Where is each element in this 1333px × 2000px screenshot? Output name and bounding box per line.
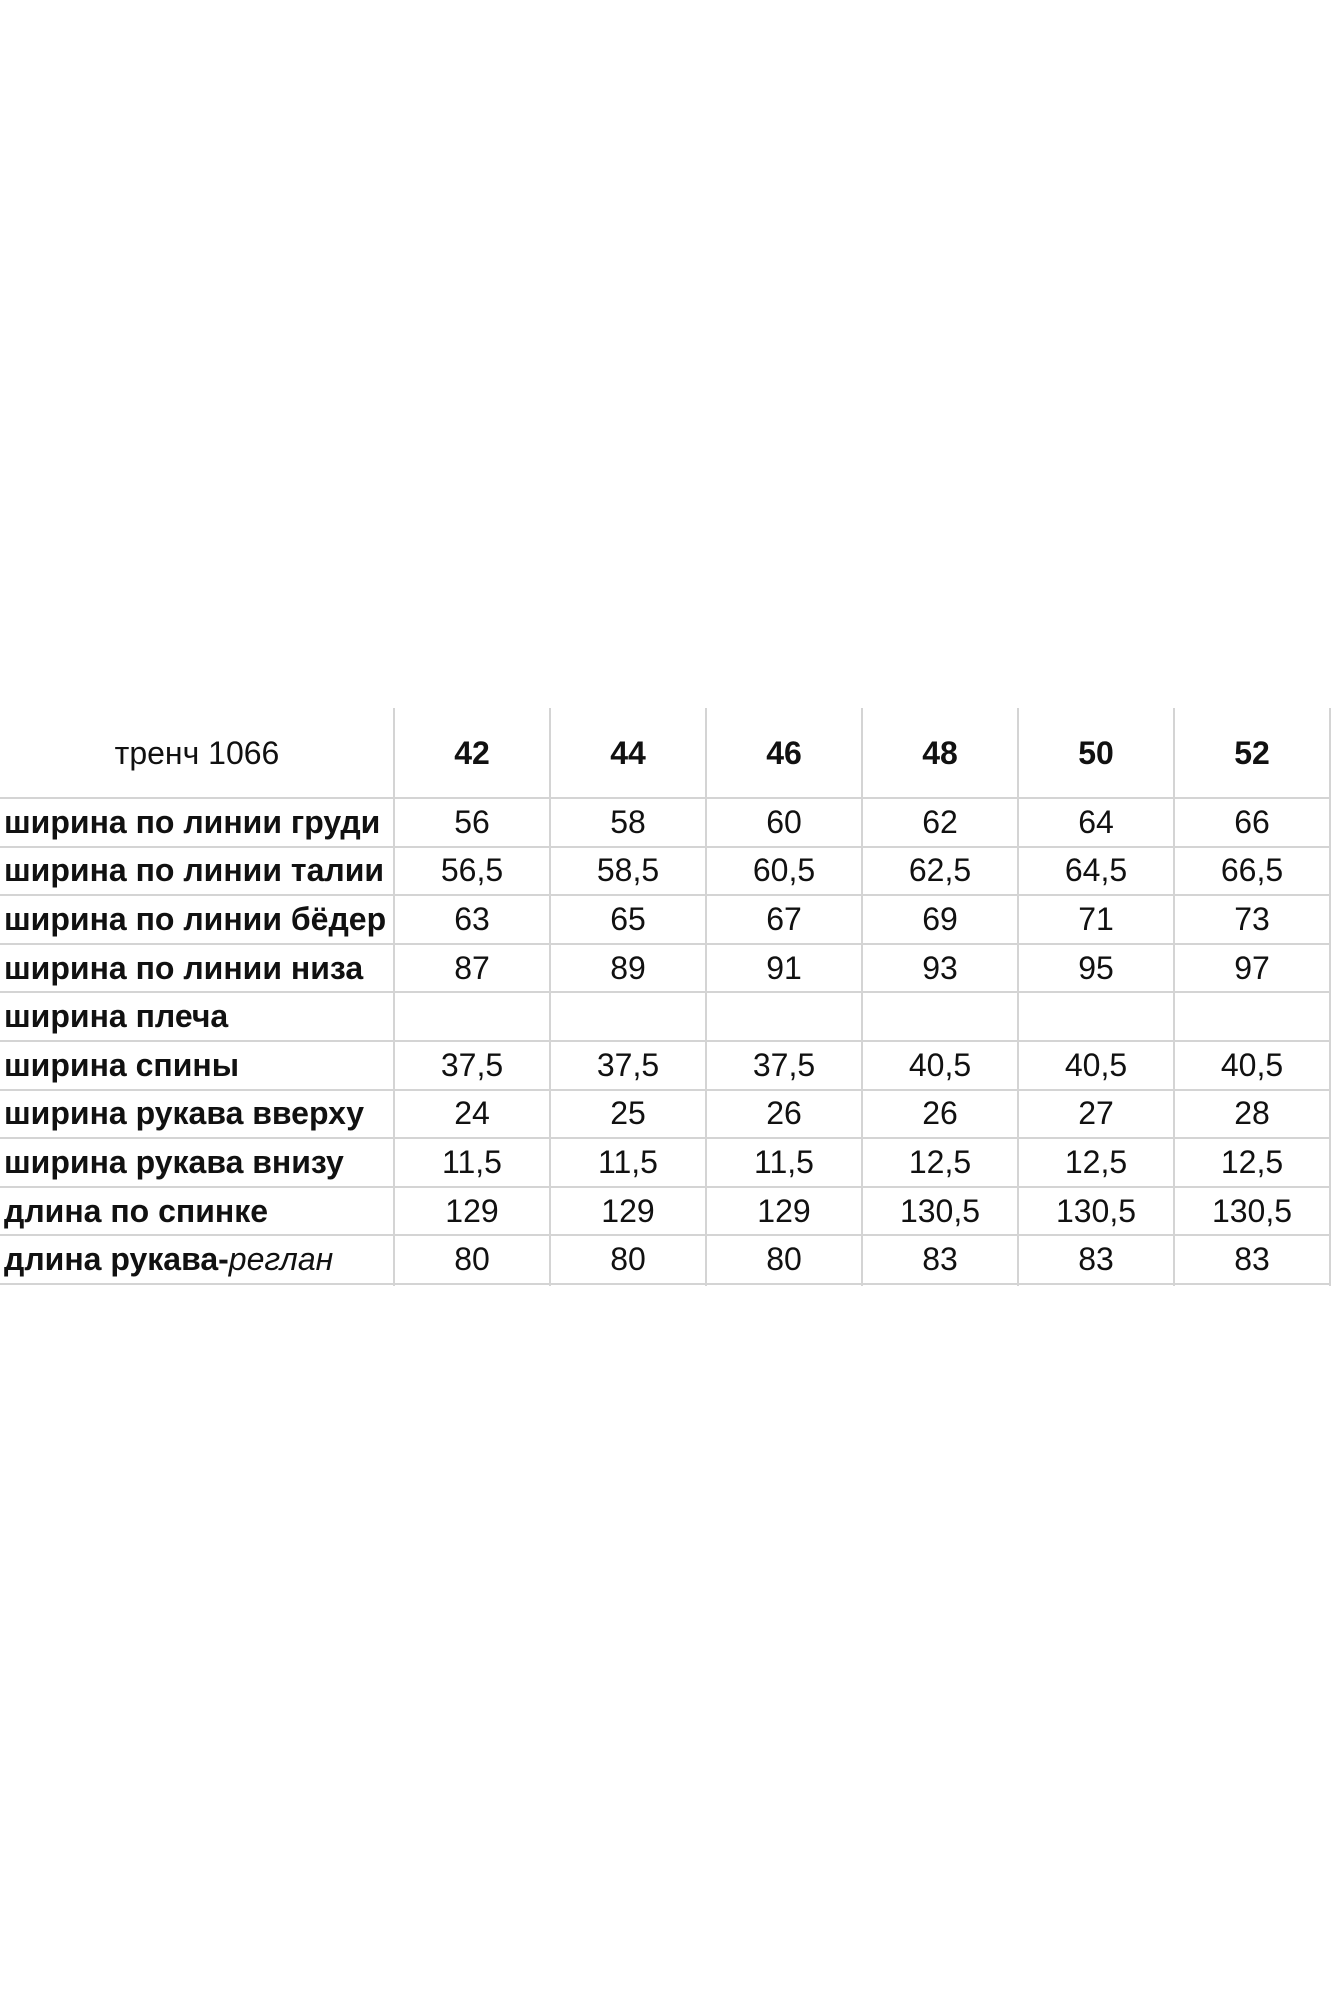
table-cell: 89 (610, 949, 646, 986)
table-cell: 12,5 (1064, 1143, 1128, 1180)
table-cell: 26 (766, 1095, 802, 1132)
row-label (0, 1138, 394, 1187)
table-cell: 93 (922, 949, 958, 986)
row-label (0, 1187, 394, 1236)
table-cell: 80 (610, 1241, 646, 1278)
table-cell: 66,5 (1220, 852, 1284, 889)
grid-hline (0, 1186, 1331, 1188)
table-cell: 83 (922, 1241, 958, 1278)
grid-vline (1329, 708, 1331, 1286)
table-cell (1174, 992, 1330, 1041)
grid-hline (0, 894, 1331, 896)
grid-hline (0, 1137, 1331, 1139)
row-label-text: длина рукава- (4, 1241, 229, 1278)
table-cell (550, 992, 706, 1041)
size-table-grid (0, 708, 1333, 1290)
row-label-text: ширина по линии низа (4, 949, 364, 986)
table-cell: 66 (1234, 803, 1270, 840)
table-cell: 37,5 (752, 1046, 816, 1083)
table-cell: 58 (610, 803, 646, 840)
table-cell (706, 992, 862, 1041)
table-cell: 64,5 (1064, 852, 1128, 889)
grid-vline (1017, 708, 1019, 1286)
row-label (0, 992, 394, 1041)
size-header-50: 50 (1078, 734, 1114, 771)
table-cell: 56,5 (440, 852, 504, 889)
table-cell: 80 (454, 1241, 490, 1278)
grid-hline (0, 1089, 1331, 1091)
table-cell: 62 (922, 803, 958, 840)
table-cell: 37,5 (440, 1046, 504, 1083)
table-cell: 130,5 (899, 1192, 981, 1229)
grid-hline (0, 846, 1331, 848)
table-cell: 60,5 (752, 852, 816, 889)
table-cell: 12,5 (1220, 1143, 1284, 1180)
table-cell: 28 (1234, 1095, 1270, 1132)
row-label (0, 1090, 394, 1139)
table-cell: 11,5 (598, 1143, 658, 1180)
table-cell: 56 (454, 803, 490, 840)
table-cell: 80 (766, 1241, 802, 1278)
table-cell: 37,5 (596, 1046, 660, 1083)
table-cell: 40,5 (1220, 1046, 1284, 1083)
grid-hline (0, 1040, 1331, 1042)
row-label-text: ширина спины (4, 1046, 240, 1083)
row-label (0, 798, 394, 847)
table-cell: 11,5 (754, 1143, 814, 1180)
row-label-text: ширина рукава вверху (4, 1095, 365, 1132)
grid-vline (1173, 708, 1175, 1286)
row-label (0, 895, 394, 944)
table-cell (394, 992, 550, 1041)
size-header-46: 46 (766, 734, 802, 771)
table-cell (862, 992, 1018, 1041)
table-cell: 63 (454, 900, 490, 937)
table-cell: 24 (454, 1095, 490, 1132)
table-cell: 40,5 (908, 1046, 972, 1083)
row-label (0, 1235, 394, 1284)
table-cell: 26 (922, 1095, 958, 1132)
table-cell: 97 (1234, 949, 1270, 986)
table-cell: 65 (610, 900, 646, 937)
row-label (0, 944, 394, 993)
table-cell: 83 (1234, 1241, 1270, 1278)
table-cell: 130,5 (1055, 1192, 1137, 1229)
row-label (0, 847, 394, 896)
size-table (0, 708, 1333, 1290)
table-title: тренч 1066 (114, 734, 280, 771)
grid-hline (0, 797, 1331, 799)
table-cell: 130,5 (1211, 1192, 1293, 1229)
table-cell: 91 (766, 949, 802, 986)
table-cell: 71 (1078, 900, 1114, 937)
table-cell: 67 (766, 900, 802, 937)
size-header-44: 44 (610, 734, 646, 771)
row-label-text: ширина по линии бёдер (4, 900, 387, 937)
grid-vline (705, 708, 707, 1286)
table-cell: 60 (766, 803, 802, 840)
size-header-48: 48 (922, 734, 958, 771)
table-cell: 129 (445, 1192, 499, 1229)
table-cell: 95 (1078, 949, 1114, 986)
grid-vline (861, 708, 863, 1286)
table-cell: 64 (1078, 803, 1114, 840)
table-cell: 73 (1234, 900, 1270, 937)
table-cell: 129 (757, 1192, 811, 1229)
table-cell: 12,5 (908, 1143, 972, 1180)
grid-vline (393, 708, 395, 1286)
row-label-text: ширина плеча (4, 998, 229, 1035)
row-label-text: ширина по линии груди (4, 803, 381, 840)
table-cell: 27 (1078, 1095, 1114, 1132)
row-label-suffix: реглан (228, 1241, 334, 1278)
row-label-text: длина по спинке (4, 1192, 269, 1229)
row-label-text: ширина рукава внизу (4, 1143, 344, 1180)
size-header-42: 42 (454, 734, 490, 771)
table-cell: 129 (601, 1192, 655, 1229)
grid-vline (549, 708, 551, 1286)
table-cell: 40,5 (1064, 1046, 1128, 1083)
table-cell (1018, 992, 1174, 1041)
size-header-52: 52 (1234, 734, 1270, 771)
table-cell: 62,5 (908, 852, 972, 889)
table-cell: 83 (1078, 1241, 1114, 1278)
row-label (0, 1041, 394, 1090)
table-cell: 11,5 (442, 1143, 502, 1180)
row-label-text: ширина по линии талии (4, 852, 385, 889)
table-cell: 87 (454, 949, 490, 986)
grid-hline (0, 991, 1331, 993)
table-cell: 25 (610, 1095, 646, 1132)
grid-hline (0, 943, 1331, 945)
table-cell: 58,5 (596, 852, 660, 889)
grid-hline (0, 1283, 1331, 1285)
table-cell: 69 (922, 900, 958, 937)
grid-hline (0, 1234, 1331, 1236)
